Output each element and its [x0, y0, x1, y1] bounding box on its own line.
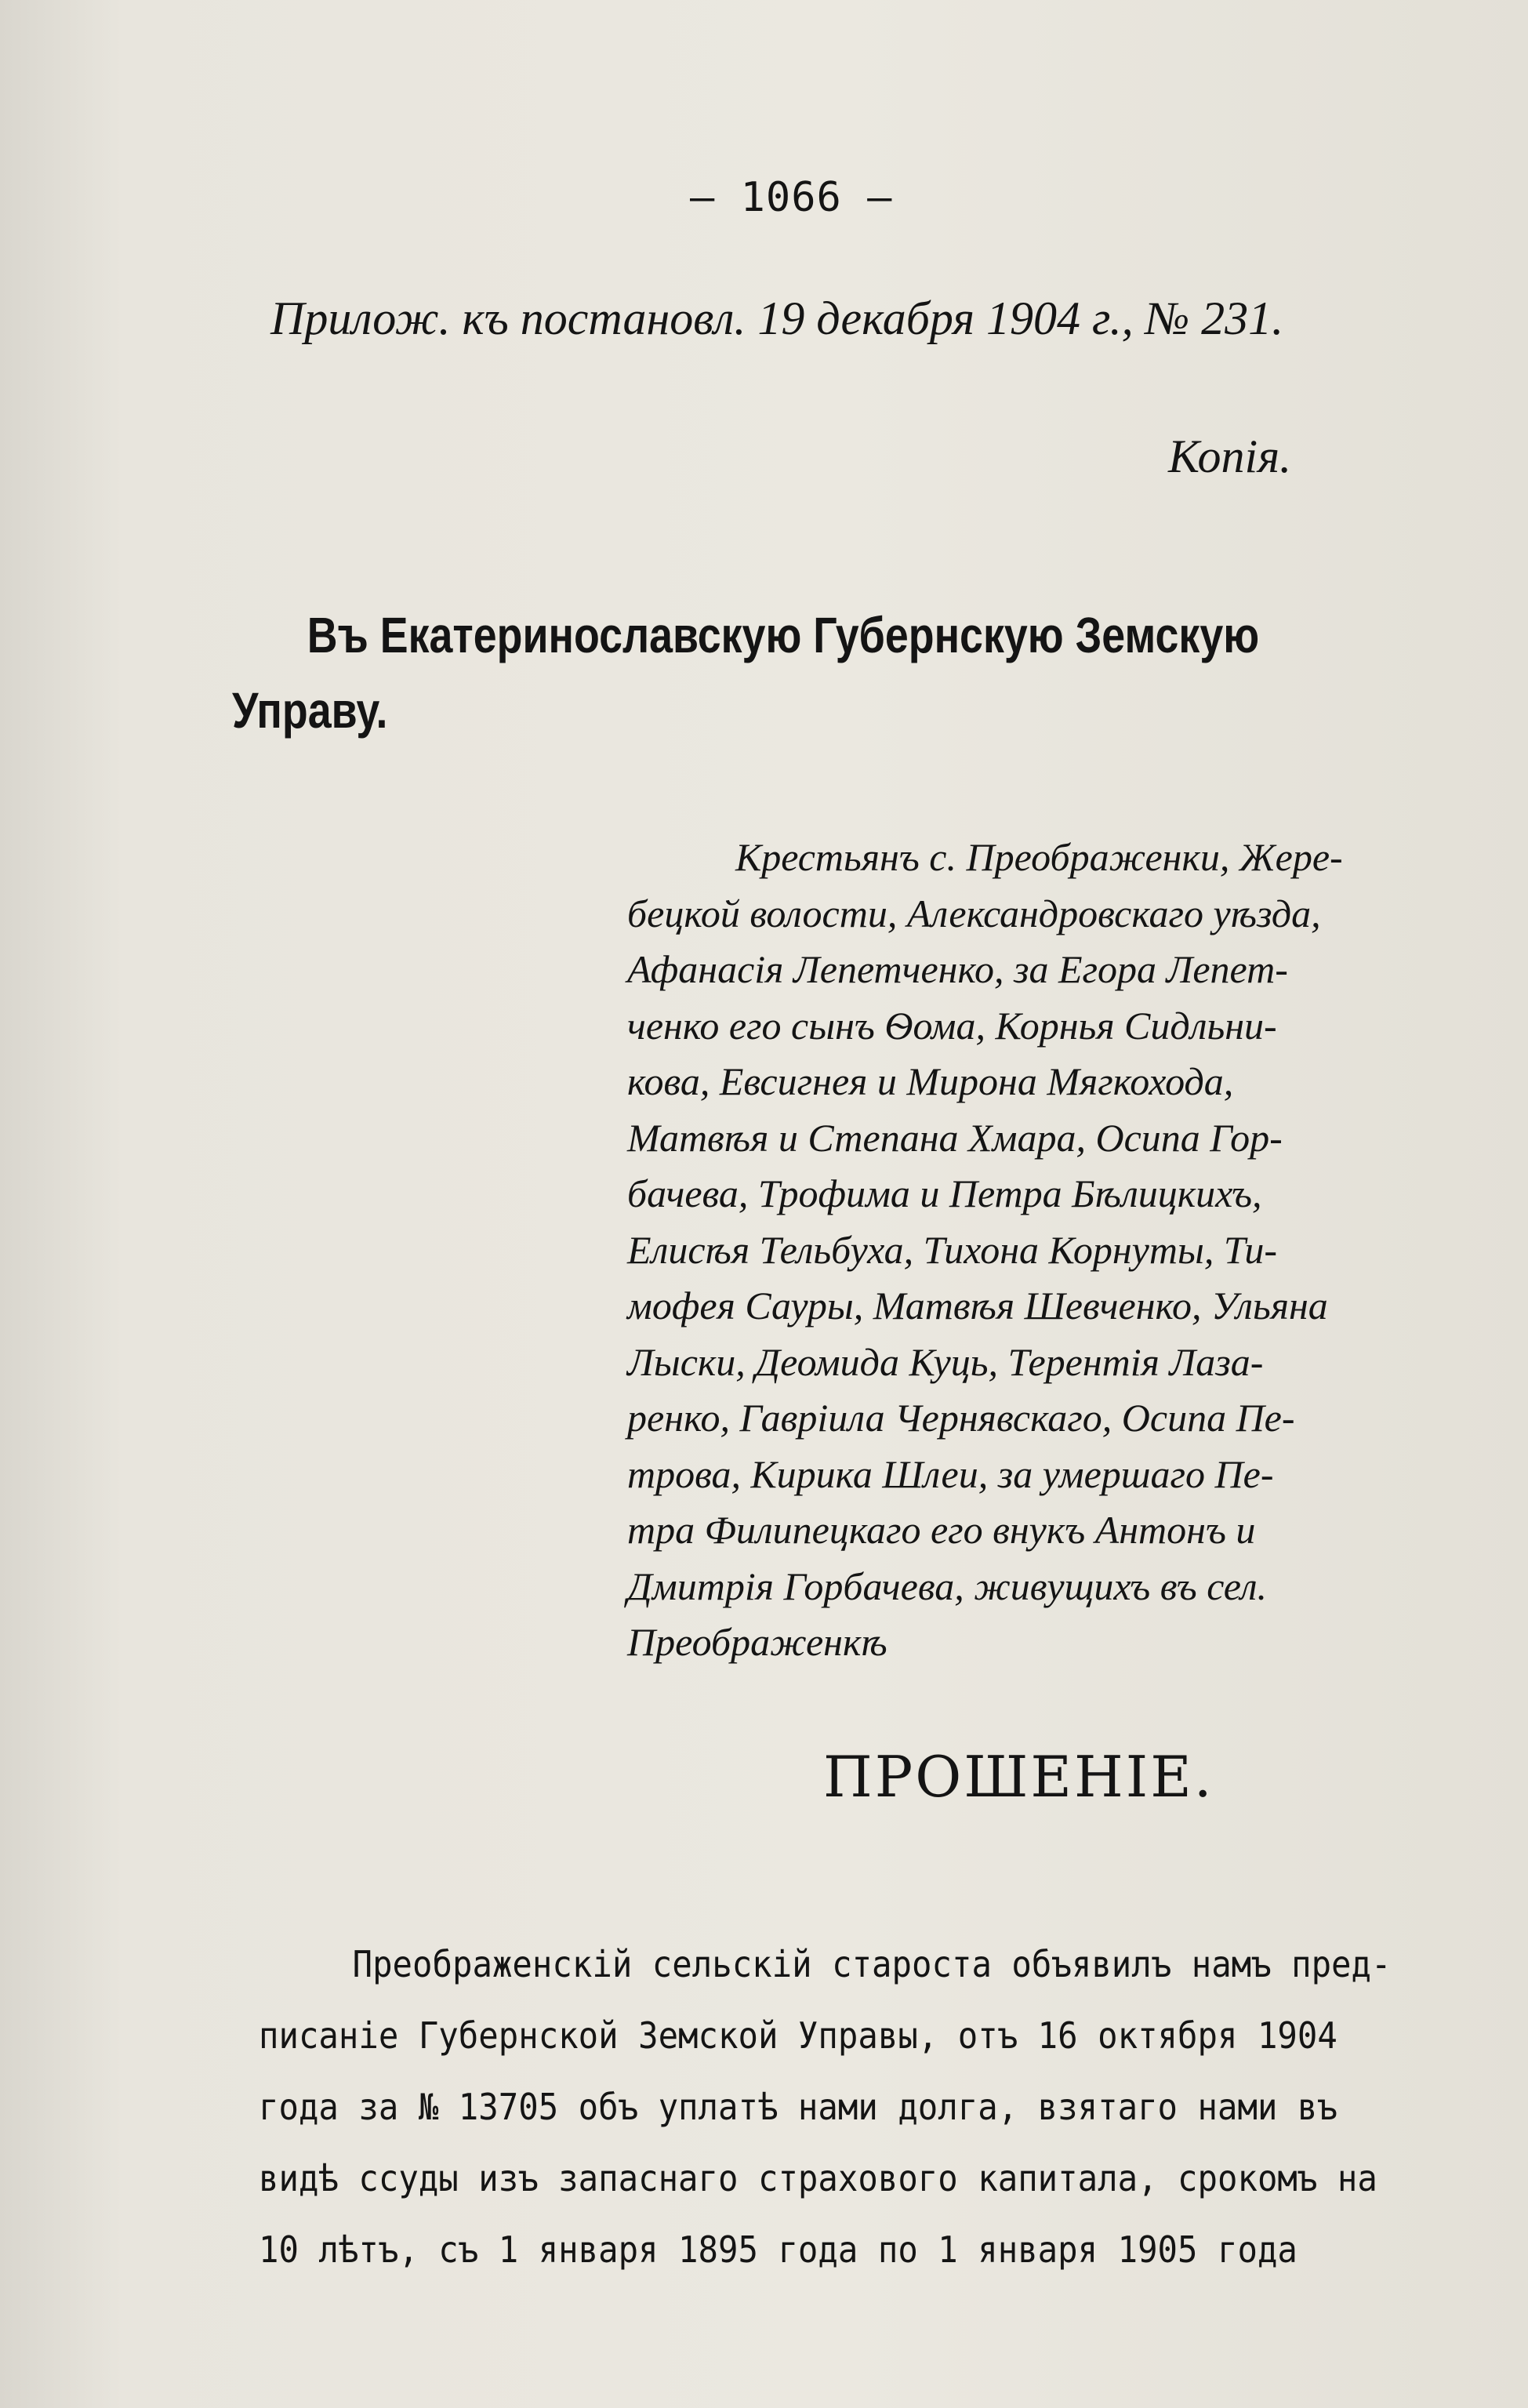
petitioners-line: Лыски, Деомида Куць, Терентія Лаза- [627, 1339, 1264, 1384]
petitioners-line: ченко его сынъ Ѳома, Корнья Сидльни- [627, 1003, 1277, 1048]
petitioners-line: кова, Евсигнея и Мирона Мягкохода, [627, 1059, 1234, 1103]
petitioners-block [627, 830, 1427, 1671]
body-line: года за № 13705 объ уплатѣ нами долга, взятаго нами въ [259, 2086, 1337, 2128]
petitioners-line: ренко, Гавріила Чернявскаго, Осипа Пе- [627, 1396, 1295, 1440]
body-line: Преображенскій сельскій староста объявилъ намъ пред- [352, 1943, 1392, 1985]
annex-reference: Прилож. къ постановл. 19 декабря 1904 г., № 231. [270, 292, 1284, 344]
petitioners-line: бецкой волости, Александровскаго уѣзда, [627, 891, 1321, 935]
body-paragraph [259, 1929, 1435, 2286]
petitioners-line: Елисѣя Тельбуха, Тихона Корнуты, Ти- [627, 1227, 1278, 1272]
body-line: 10 лѣтъ, съ 1 января 1895 года по 1 января 1905 года [259, 2228, 1298, 2271]
petitioners-line: Афанасія Лепетченко, за Егора Лепет- [627, 947, 1288, 991]
copy-label: Копія. [1168, 430, 1292, 482]
petitioners-line: тра Филипецкаго его внукъ Антонъ и [627, 1508, 1256, 1552]
petitioners-line: трова, Кирика Шлеи, за умершаго Пе- [627, 1451, 1274, 1496]
page-number: — 1066 — [690, 174, 893, 221]
petitioners-line: бачева, Трофима и Петра Бѣлицкихъ, [627, 1171, 1262, 1215]
addressee-line: Въ Екатеринославскую Губернскую Земскую [307, 607, 1260, 663]
body-line: писаніе Губернской Земской Управы, отъ 16 октября 1904 [259, 2014, 1337, 2057]
body-line: видѣ ссуды изъ запаснаго страхового капитала, срокомъ на [259, 2157, 1377, 2199]
document-title: ПРОШЕНІЕ. [823, 1744, 1214, 1810]
petitioners-line: Дмитрія Горбачева, живущихъ въ сел. [627, 1564, 1268, 1608]
petitioners-line: мофея Сауры, Матвѣя Шевченко, Ульяна [627, 1284, 1328, 1327]
petitioners-line: Крестьянъ с. Преображенки, Жере- [735, 835, 1343, 879]
petitioners-line: Преображенкѣ [627, 1620, 887, 1664]
addressee-line: Управу. [232, 682, 388, 739]
addressee-heading [232, 597, 1408, 748]
petitioners-line: Матвѣя и Степана Хмара, Осипа Гор- [627, 1115, 1283, 1160]
